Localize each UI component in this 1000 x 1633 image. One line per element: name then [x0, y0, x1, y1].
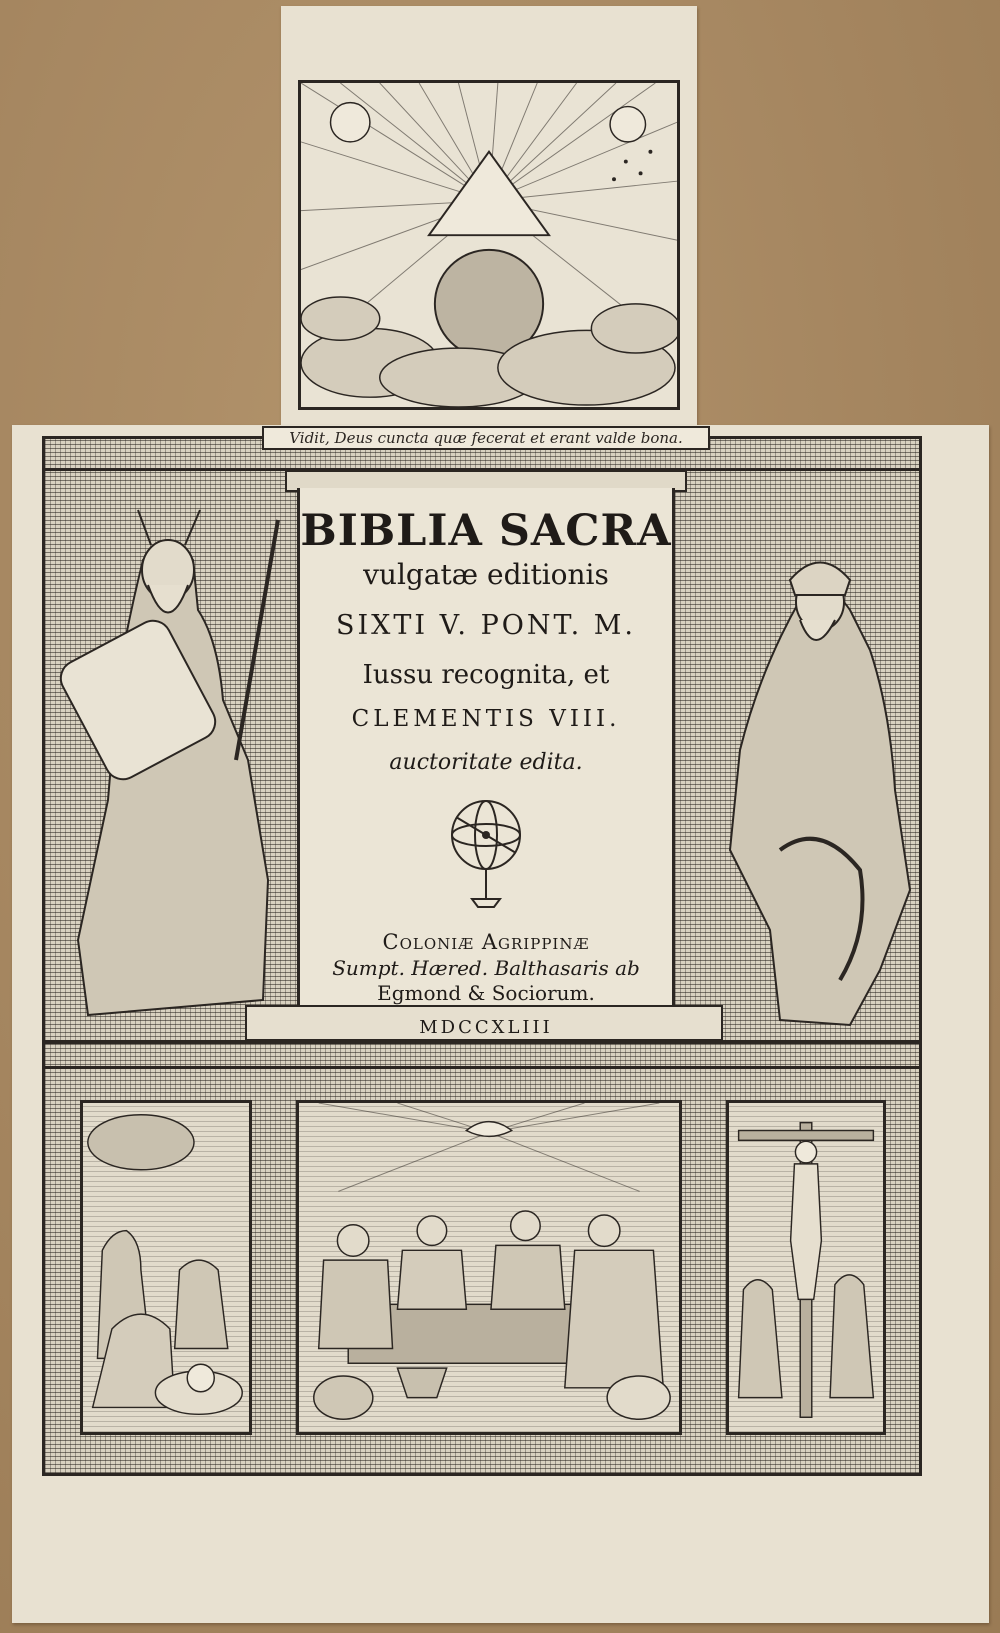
- motto-banner: Vidit, Deus cuncta quæ fecerat et erant valde bona.: [262, 426, 710, 450]
- nativity-scene: [80, 1100, 252, 1435]
- sun-face: [331, 103, 370, 142]
- dove-icon: [466, 1122, 511, 1137]
- plate-rule-mid2: [42, 1066, 922, 1069]
- imprint-partner: Egmond & Sociorum.: [377, 981, 595, 1005]
- armillary-sphere-icon: [446, 795, 526, 917]
- evangelists-scene: [296, 1100, 682, 1435]
- title-line-sixti: SIXTI V. PONT. M.: [336, 610, 636, 641]
- title-line-iussu: Iussu recognita, et: [362, 660, 610, 690]
- trinity-triangle: [429, 152, 549, 235]
- moses-figure: [48, 500, 288, 1035]
- moon-face: [610, 107, 645, 142]
- book-title: BIBLIA SACRA: [300, 506, 672, 556]
- imprint-publisher: Sumpt. Hæred. Balthasaris ab: [332, 956, 640, 980]
- creation-vignette: [298, 80, 680, 410]
- title-line-clementis: CLEMENTIS VIII.: [351, 706, 621, 732]
- title-line-auctoritate: auctoritate edita.: [389, 750, 583, 775]
- imprint-city: Coloniæ Agrippinæ: [382, 930, 590, 954]
- david-figure: [710, 550, 920, 1035]
- crucifixion-scene: [726, 1100, 886, 1435]
- title-line-vulgatae: vulgatæ editionis: [363, 558, 609, 591]
- imprint-year: MDCCXLIII: [419, 1017, 553, 1038]
